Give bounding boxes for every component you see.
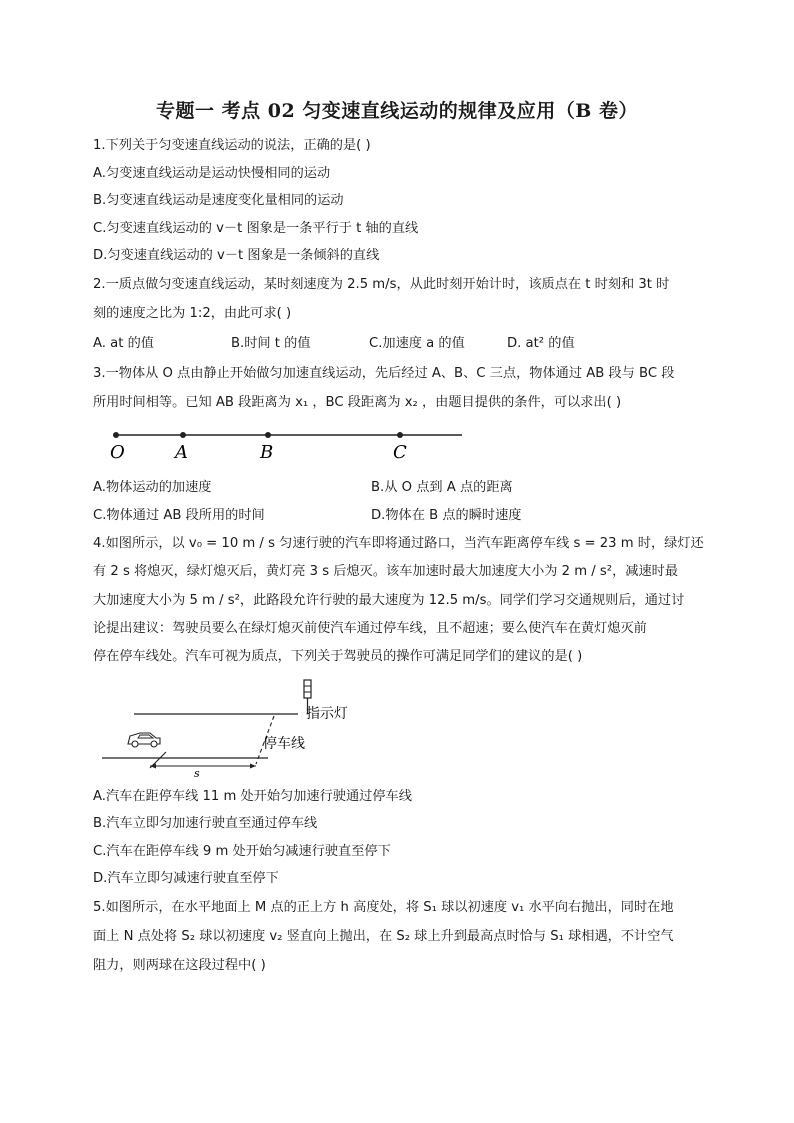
q4-stem-line-2: 有 2 s 将熄灭，绿灯熄灭后，黄灯亮 3 s 后熄灭。该车加速时最大加速度大小为 2 m / s²，减速时最 — [93, 564, 679, 579]
q5-stem-line-2: 面上 N 点处将 S₂ 球以初速度 v₂ 竖直向上抛出，在 S₂ 球上升到最高点时恰与 S₁ 球相遇，不计空气 — [93, 929, 674, 944]
point-o-dot — [113, 432, 119, 438]
q2-option-a: A. at 的值 — [93, 336, 154, 351]
q4-option-d: D.汽车立即匀减速行驶直至停下 — [93, 871, 279, 886]
q1-option-b: B.匀变速直线运动是速度变化量相同的运动 — [93, 193, 344, 208]
point-o-label: O — [110, 442, 125, 463]
q5-stem-line-1: 5.如图所示，在水平地面上 M 点的正上方 h 高度处，将 S₁ 球以初速度 v₁ 水平向右抛出，同时在地 — [93, 900, 674, 915]
q3-figure-number-line — [100, 424, 480, 468]
q1-option-d: D.匀变速直线运动的 v－t 图象是一条倾斜的直线 — [93, 248, 380, 263]
q4-option-c: C.汽车在距停车线 9 m 处开始匀减速行驶直至停下 — [93, 844, 391, 859]
q4-stem-line-3: 大加速度大小为 5 m / s²，此路段允许行驶的最大速度为 12.5 m/s。同学们学习交通规则后，通过讨 — [93, 593, 685, 608]
q1-option-a: A.匀变速直线运动是运动快慢相同的运动 — [93, 166, 331, 181]
point-c-label: C — [393, 442, 407, 463]
q1-stem: 1.下列关于匀变速直线运动的说法，正确的是( ) — [93, 138, 371, 153]
q4-stem-line-4: 论提出建议：驾驶员要么在绿灯熄灭前使汽车通过停车线，且不超速；要么使汽车在黄灯熄灭前 — [93, 621, 647, 636]
q4-option-a: A.汽车在距停车线 11 m 处开始匀加速行驶通过停车线 — [93, 789, 412, 804]
q3-option-b: B.从 O 点到 A 点的距离 — [371, 480, 513, 495]
q1-option-c: C.匀变速直线运动的 v－t 图象是一条平行于 t 轴的直线 — [93, 221, 419, 236]
car-icon — [128, 733, 160, 747]
q2-option-d: D. at² 的值 — [507, 336, 575, 351]
point-b-label: B — [260, 442, 274, 463]
point-b-dot — [265, 432, 271, 438]
point-a-label: A — [175, 442, 188, 463]
q2-stem-line-2: 刻的速度之比为 1:2，由此可求( ) — [93, 306, 292, 321]
indicator-light-label: 指示灯 — [306, 706, 348, 722]
q3-option-a: A.物体运动的加速度 — [93, 480, 212, 495]
q2-stem-line-1: 2.一质点做匀变速直线运动，某时刻速度为 2.5 m/s，从此时刻开始计时，该质点在 t 时刻和 3t 时 — [93, 277, 670, 292]
q4-option-b: B.汽车立即匀加速行驶直至通过停车线 — [93, 816, 318, 831]
traffic-light-icon — [304, 680, 311, 698]
q3-option-d: D.物体在 B 点的瞬时速度 — [371, 508, 522, 523]
distance-s-label: s — [194, 767, 200, 780]
q4-stem-line-1: 4.如图所示，以 v₀ = 10 m / s 匀速行驶的汽车即将通过路口，当汽车距离停车线 s = 23 m 时，绿灯还 — [93, 536, 704, 551]
q5-stem-line-3: 阻力，则两球在这段过程中( ) — [93, 958, 266, 973]
point-c-dot — [397, 432, 403, 438]
q3-stem-line-1: 3.一物体从 O 点由静止开始做匀加速直线运动，先后经过 A、B、C 三点，物体通过 AB 段与 BC 段 — [93, 366, 675, 381]
page-title: 专题一 考点 02 匀变速直线运动的规律及应用（B 卷） — [156, 100, 638, 122]
q3-stem-line-2: 所用时间相等。已知 AB 段距离为 x₁ ，BC 段距离为 x₂ ，由题目提供的条件，可以求出( ) — [93, 395, 622, 410]
q2-option-b: B.时间 t 的值 — [231, 336, 311, 351]
q4-stem-line-5: 停在停车线处。汽车可视为质点，下列关于驾驶员的操作可满足同学们的建议的是( ) — [93, 649, 583, 664]
point-a-dot — [180, 432, 186, 438]
q3-option-c: C.物体通过 AB 段所用的时间 — [93, 508, 265, 523]
q4-figure-road — [98, 676, 378, 780]
q2-option-c: C.加速度 a 的值 — [369, 336, 465, 351]
stop-line-label: 停车线 — [263, 736, 305, 752]
